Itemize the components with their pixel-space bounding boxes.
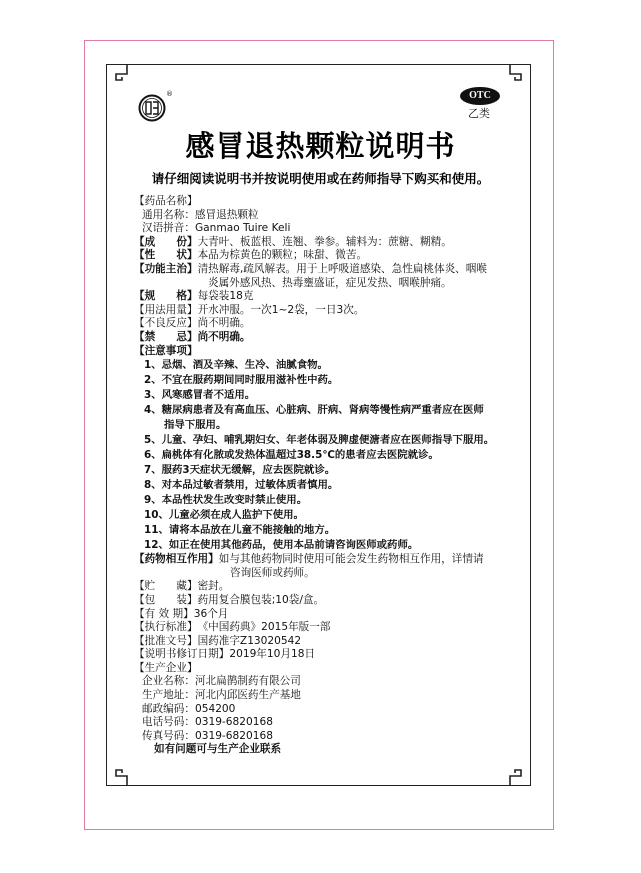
otc-class-label: 乙类 <box>468 107 490 120</box>
section-value: 每袋装18克 <box>197 290 254 303</box>
otc-badge: OTC <box>460 87 500 105</box>
section-label: 【用法用量】 <box>134 303 198 316</box>
section-value: 如与其他药物同时使用可能会发生药物相互作用，详情请 <box>218 553 484 566</box>
section-value: 尚不明确。 <box>197 317 251 330</box>
field-label: 企业名称： <box>142 675 195 688</box>
manufacturer-name-row <box>134 675 514 689</box>
section-value: 开水冲服。一次1~2袋，一日3次。 <box>197 303 365 316</box>
registered-mark: ® <box>166 90 173 98</box>
section-drug-name <box>134 195 514 209</box>
section-label: 【有 效 期】 <box>134 607 194 620</box>
precaution-item: 12、如正在使用其他药品，使用本品前请咨询医师或药师。 <box>144 539 419 552</box>
manufacturer-address-row <box>134 689 514 703</box>
section-precautions <box>134 345 514 359</box>
section-value: 大青叶、板蓝根、连翘、拳参。辅料为：蔗糖、糊精。 <box>197 235 452 248</box>
section-interactions-cont <box>134 567 514 581</box>
field-label: 传真号码： <box>142 729 195 742</box>
field-value: 054200 <box>194 702 236 715</box>
field-label: 生产地址： <box>142 689 195 702</box>
section-label: 【药品名称】 <box>134 195 198 207</box>
section-ingredients <box>134 236 514 250</box>
generic-name-row <box>134 209 514 223</box>
field-label: 汉语拼音： <box>142 222 195 235</box>
section-value: 国药准字Z13020542 <box>197 634 302 647</box>
section-appearance <box>134 249 514 263</box>
section-value: 本品为棕黄色的颗粒；味甜、微苦。 <box>197 249 368 262</box>
document-title: 感冒退热颗粒说明书 <box>185 129 456 163</box>
section-standard <box>134 621 514 635</box>
section-specification <box>134 290 514 304</box>
section-manufacturer <box>134 662 514 676</box>
section-label: 【成 份】 <box>134 235 198 248</box>
precaution-item-cont: 指导下服用。 <box>164 419 227 432</box>
precaution-item: 9、本品性状发生改变时禁止使用。 <box>144 494 308 507</box>
footer-note: 如有问题可与生产企业联系 <box>154 743 282 755</box>
section-value: 密封。 <box>197 580 230 593</box>
pinyin-row <box>134 222 514 236</box>
section-label: 【说明书修订日期】 <box>134 648 230 661</box>
precaution-item: 10、儿童必须在成人监护下使用。 <box>144 509 304 522</box>
manufacturer-phone-row <box>134 716 514 730</box>
section-interactions <box>134 553 514 567</box>
field-value: 感冒退热颗粒 <box>194 208 259 221</box>
section-label: 【执行标准】 <box>134 621 198 634</box>
field-value: 0319-6820168 <box>194 729 273 742</box>
section-package <box>134 594 514 608</box>
document-subtitle: 请仔细阅读说明书并按说明使用或在药师指导下购买和使用。 <box>151 171 490 186</box>
section-label: 【禁 忌】 <box>134 330 198 343</box>
precaution-item: 3、风寒感冒者不适用。 <box>144 389 256 402</box>
section-value: 炎属外感风热、热毒壅盛证，症见发热、咽喉肿痛。 <box>208 276 452 289</box>
section-label: 【注意事项】 <box>134 344 198 357</box>
brand-seal-logo <box>138 94 166 122</box>
field-value: 0319-6820168 <box>194 716 273 729</box>
section-label: 【生产企业】 <box>134 661 198 674</box>
section-label: 【性 状】 <box>134 249 198 262</box>
corner-ornament-bottom-right <box>509 764 531 786</box>
instruction-content <box>134 195 514 743</box>
section-validity <box>134 608 514 622</box>
precaution-item: 4、糖尿病患者及有高血压、心脏病、肝病、肾病等慢性病严重者应在医师 <box>144 404 484 417</box>
section-revision <box>134 648 514 662</box>
section-value: 2019年10月18日 <box>229 648 316 661</box>
section-label: 【药物相互作用】 <box>134 553 219 566</box>
corner-ornament-top-right <box>509 64 531 86</box>
field-label: 电话号码： <box>142 716 195 729</box>
manufacturer-postcode-row <box>134 703 514 717</box>
section-approval <box>134 635 514 649</box>
field-value: Ganmao Tuire Keli <box>194 222 291 235</box>
field-label: 通用名称： <box>142 208 195 221</box>
field-value: 河北内邱医药生产基地 <box>194 689 301 702</box>
section-label: 【包 装】 <box>134 593 198 606</box>
precaution-item: 8、对本品过敏者禁用，过敏体质者慎用。 <box>144 479 339 492</box>
section-value: 36个月 <box>193 607 229 620</box>
precaution-item: 1、忌烟、酒及辛辣、生冷、油腻食物。 <box>144 359 328 372</box>
section-value: 《中国药典》2015年版一部 <box>197 621 331 634</box>
section-storage <box>134 580 514 594</box>
section-value: 清热解毒,疏风解表。用于上呼吸道感染、急性扁桃体炎、咽喉 <box>197 262 487 275</box>
section-contraindications <box>134 331 514 345</box>
corner-ornament-top-left <box>106 64 128 86</box>
section-label: 【批准文号】 <box>134 634 198 647</box>
precaution-item: 5、儿童、孕妇、哺乳期妇女、年老体弱及脾虚便溏者应在医师指导下服用。 <box>144 434 495 447</box>
section-label: 【不良反应】 <box>134 317 198 330</box>
precaution-item: 11、请将本品放在儿童不能接触的地方。 <box>144 524 336 537</box>
section-adverse <box>134 317 514 331</box>
section-label: 【规 格】 <box>134 290 198 303</box>
precaution-item: 2、不宜在服药期间同时服用滋补性中药。 <box>144 374 339 387</box>
section-value: 尚不明确。 <box>197 330 251 343</box>
section-value: 药用复合膜包装;10袋/盒。 <box>197 593 325 606</box>
section-indications-cont <box>134 277 514 291</box>
field-value: 河北扁鹊制药有限公司 <box>194 675 301 688</box>
corner-ornament-bottom-left <box>106 764 128 786</box>
field-label: 邮政编码： <box>142 702 195 715</box>
section-label: 【贮 藏】 <box>134 580 198 593</box>
section-value: 咨询医师或药师。 <box>230 566 315 579</box>
precaution-item: 7、服药3天症状无缓解，应去医院就诊。 <box>144 464 336 477</box>
precaution-item: 6、扁桃体有化脓或发热体温超过38.5℃的患者应去医院就诊。 <box>144 449 439 462</box>
section-indications <box>134 263 514 277</box>
section-label: 【功能主治】 <box>134 262 198 275</box>
section-dosage <box>134 304 514 318</box>
